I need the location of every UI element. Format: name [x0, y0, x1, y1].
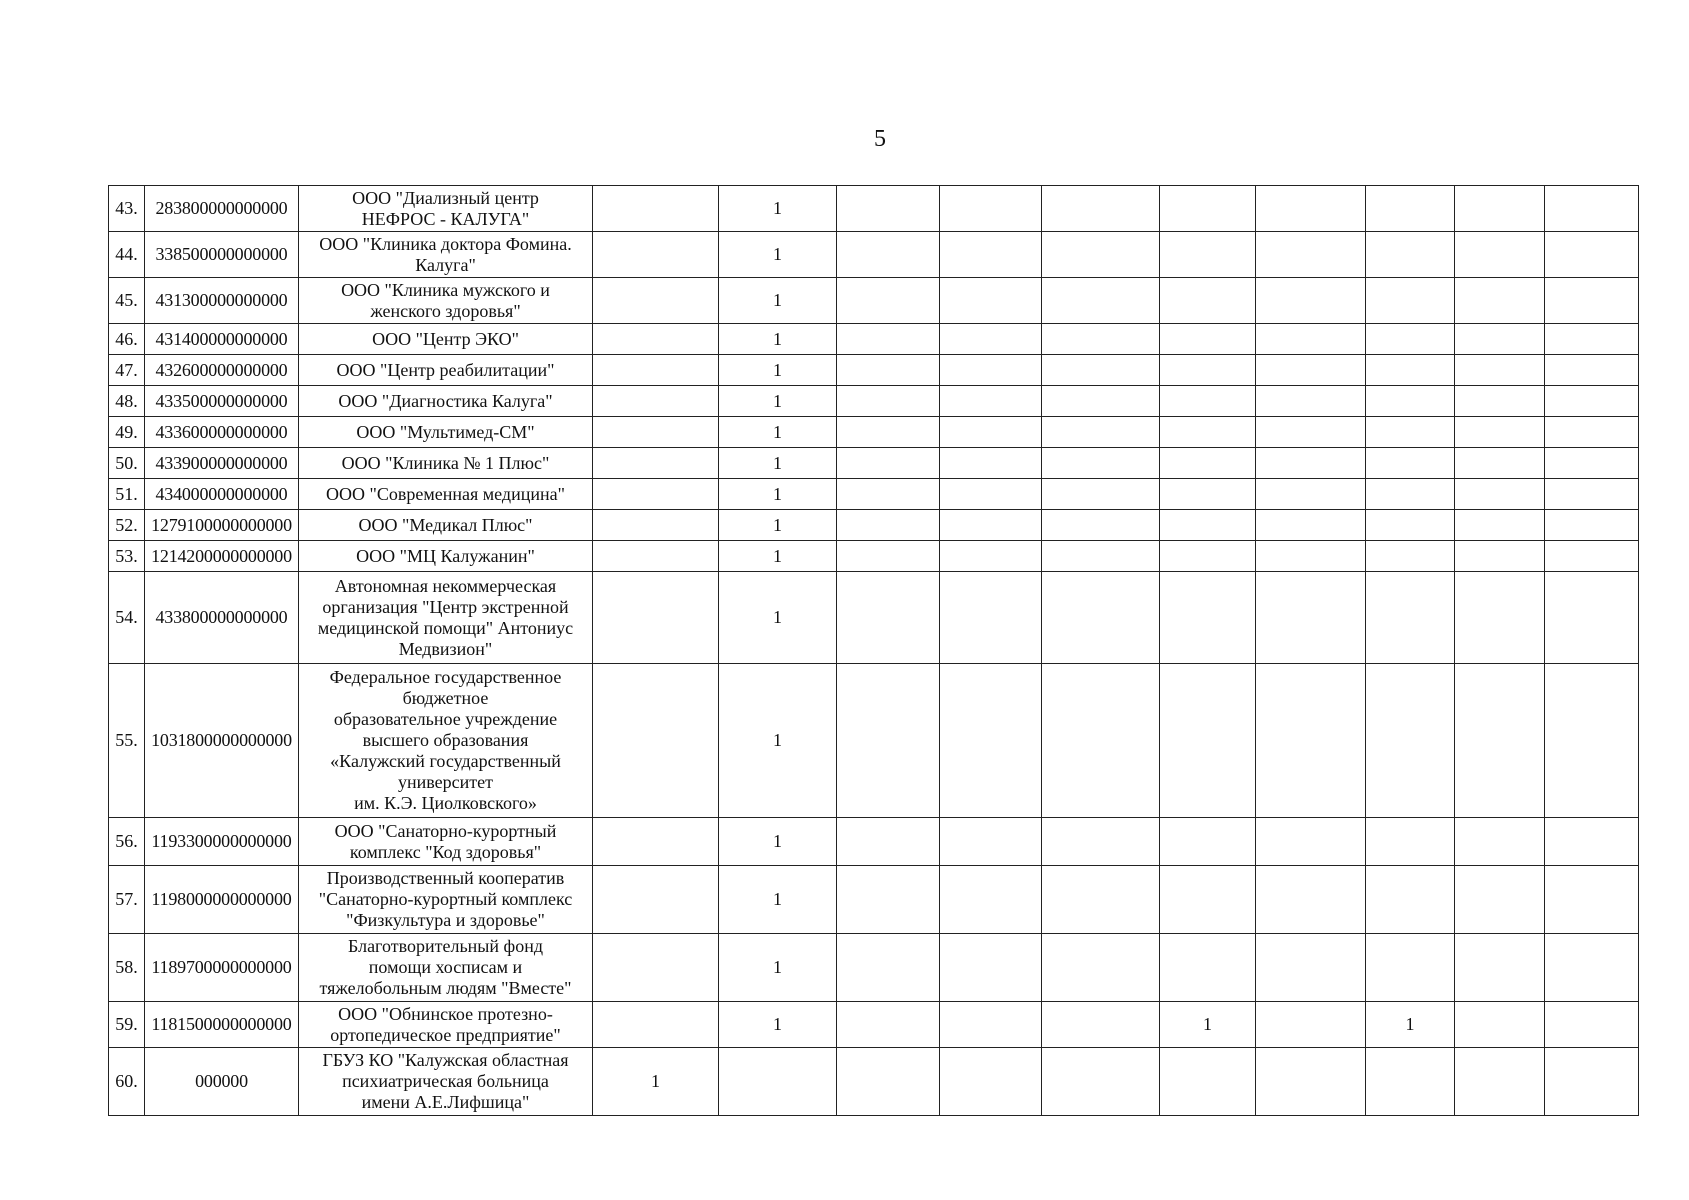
value-cell [837, 934, 940, 1002]
value-cell [940, 386, 1042, 417]
table-row [109, 1048, 1639, 1116]
value-cell [1545, 664, 1639, 818]
row-number: 49. [109, 417, 145, 448]
value-cell [1545, 510, 1639, 541]
value-cell [1366, 541, 1455, 572]
value-cell [1545, 818, 1639, 866]
value-cell [1366, 324, 1455, 355]
organization-code: 434000000000000 [145, 479, 299, 510]
value-cell [1256, 1002, 1366, 1048]
value-cell [1455, 324, 1545, 355]
value-cell [1160, 664, 1256, 818]
value-cell [593, 818, 719, 866]
value-cell [1042, 866, 1160, 934]
value-cell [1256, 934, 1366, 1002]
value-cell [1455, 417, 1545, 448]
value-cell [593, 324, 719, 355]
value-cell [940, 186, 1042, 232]
organization-name: ООО "Медикал Плюс" [299, 510, 593, 541]
organization-code: 431300000000000 [145, 278, 299, 324]
value-cell [593, 232, 719, 278]
value-cell [593, 386, 719, 417]
value-cell [1160, 934, 1256, 1002]
organization-name: Федеральное государственное бюджетное образовательное учреждение высшего образования «Калужский государственный университет им. К.Э. Циолковского» [299, 664, 593, 818]
value-cell [593, 479, 719, 510]
value-cell [1545, 934, 1639, 1002]
value-cell: 1 [719, 934, 837, 1002]
value-cell [1256, 818, 1366, 866]
row-number: 43. [109, 186, 145, 232]
value-cell [1256, 355, 1366, 386]
table-row [109, 232, 1639, 278]
value-cell [1160, 186, 1256, 232]
value-cell [1366, 448, 1455, 479]
value-cell [1042, 818, 1160, 866]
table-row [109, 572, 1639, 664]
table-row [109, 355, 1639, 386]
value-cell [1160, 572, 1256, 664]
value-cell [593, 417, 719, 448]
value-cell [1042, 386, 1160, 417]
organization-name: Автономная некоммерческая организация "Центр экстренной медицинской помощи" Антониус Медвизион" [299, 572, 593, 664]
value-cell [593, 355, 719, 386]
value-cell [1545, 278, 1639, 324]
value-cell: 1 [719, 664, 837, 818]
value-cell [1042, 664, 1160, 818]
organization-name: ООО "Диагностика Калуга" [299, 386, 593, 417]
value-cell [1455, 355, 1545, 386]
value-cell [1042, 1048, 1160, 1116]
value-cell [1256, 232, 1366, 278]
page-number: 5 [874, 126, 886, 152]
organization-code: 433600000000000 [145, 417, 299, 448]
value-cell [1256, 664, 1366, 818]
table-row [109, 934, 1639, 1002]
value-cell [837, 510, 940, 541]
value-cell [1545, 355, 1639, 386]
table-row [109, 448, 1639, 479]
organization-code: 1198000000000000 [145, 866, 299, 934]
organization-name: ООО "Санаторно-курортный комплекс "Код здоровья" [299, 818, 593, 866]
value-cell [1042, 572, 1160, 664]
organization-code: 433800000000000 [145, 572, 299, 664]
value-cell [940, 324, 1042, 355]
value-cell [940, 448, 1042, 479]
value-cell [1455, 541, 1545, 572]
organization-name: Производственный кооператив "Санаторно-курортный комплекс "Физкультура и здоровье" [299, 866, 593, 934]
value-cell: 1 [719, 278, 837, 324]
row-number: 45. [109, 278, 145, 324]
organization-code: 433500000000000 [145, 386, 299, 417]
value-cell [1042, 510, 1160, 541]
value-cell [1256, 324, 1366, 355]
value-cell: 1 [1366, 1002, 1455, 1048]
value-cell [1256, 1048, 1366, 1116]
value-cell: 1 [719, 324, 837, 355]
value-cell [1545, 866, 1639, 934]
row-number: 48. [109, 386, 145, 417]
value-cell [1366, 417, 1455, 448]
value-cell [940, 866, 1042, 934]
organization-code: 1031800000000000 [145, 664, 299, 818]
organization-code: 338500000000000 [145, 232, 299, 278]
value-cell [1256, 186, 1366, 232]
table-row [109, 324, 1639, 355]
row-number: 55. [109, 664, 145, 818]
value-cell [1545, 448, 1639, 479]
value-cell [837, 186, 940, 232]
value-cell [1545, 541, 1639, 572]
table-row [109, 278, 1639, 324]
value-cell [593, 934, 719, 1002]
value-cell [1545, 1002, 1639, 1048]
table-row [109, 479, 1639, 510]
value-cell: 1 [719, 386, 837, 417]
value-cell [1160, 1048, 1256, 1116]
value-cell [1042, 934, 1160, 1002]
value-cell [837, 1048, 940, 1116]
value-cell [1545, 1048, 1639, 1116]
value-cell [1160, 510, 1256, 541]
value-cell [1256, 417, 1366, 448]
value-cell [1256, 448, 1366, 479]
value-cell [837, 386, 940, 417]
value-cell [1455, 448, 1545, 479]
value-cell: 1 [719, 448, 837, 479]
value-cell [1042, 278, 1160, 324]
value-cell [1042, 232, 1160, 278]
value-cell [1366, 186, 1455, 232]
organization-name: ООО "Клиника доктора Фомина. Калуга" [299, 232, 593, 278]
value-cell [1455, 866, 1545, 934]
value-cell: 1 [719, 541, 837, 572]
value-cell [1256, 866, 1366, 934]
organization-code: 1214200000000000 [145, 541, 299, 572]
value-cell [940, 1002, 1042, 1048]
row-number: 44. [109, 232, 145, 278]
value-cell [940, 417, 1042, 448]
table-row [109, 186, 1639, 232]
value-cell [1366, 510, 1455, 541]
value-cell [940, 232, 1042, 278]
value-cell [940, 278, 1042, 324]
table-row [109, 1002, 1639, 1048]
row-number: 50. [109, 448, 145, 479]
value-cell [837, 818, 940, 866]
value-cell [837, 232, 940, 278]
value-cell [1455, 664, 1545, 818]
value-cell [1545, 417, 1639, 448]
value-cell [1256, 278, 1366, 324]
row-number: 54. [109, 572, 145, 664]
value-cell [593, 1002, 719, 1048]
value-cell [593, 510, 719, 541]
organization-name: ООО "Мультимед-СМ" [299, 417, 593, 448]
organization-name: ГБУЗ КО "Калужская областная психиатрическая больница имени А.Е.Лифшица" [299, 1048, 593, 1116]
organization-name: ООО "МЦ Калужанин" [299, 541, 593, 572]
value-cell [1366, 1048, 1455, 1116]
value-cell [837, 866, 940, 934]
value-cell [1042, 448, 1160, 479]
organization-name: ООО "Центр реабилитации" [299, 355, 593, 386]
value-cell: 1 [719, 866, 837, 934]
value-cell [940, 510, 1042, 541]
value-cell [940, 479, 1042, 510]
table-row [109, 510, 1639, 541]
value-cell [940, 355, 1042, 386]
value-cell [593, 448, 719, 479]
value-cell [1366, 278, 1455, 324]
value-cell: 1 [719, 510, 837, 541]
value-cell: 1 [719, 232, 837, 278]
value-cell [1366, 386, 1455, 417]
value-cell [1256, 510, 1366, 541]
value-cell: 1 [719, 479, 837, 510]
row-number: 59. [109, 1002, 145, 1048]
value-cell [837, 572, 940, 664]
organization-name: Благотворительный фонд помощи хосписам и тяжелобольным людям "Вместе" [299, 934, 593, 1002]
value-cell [1366, 664, 1455, 818]
value-cell [1256, 479, 1366, 510]
value-cell [1256, 572, 1366, 664]
table-row [109, 386, 1639, 417]
organization-code: 1193300000000000 [145, 818, 299, 866]
organization-code: 431400000000000 [145, 324, 299, 355]
row-number: 60. [109, 1048, 145, 1116]
value-cell [1042, 479, 1160, 510]
value-cell [1545, 572, 1639, 664]
organization-name: ООО "Обнинское протезно- ортопедическое предприятие" [299, 1002, 593, 1048]
organization-code: 433900000000000 [145, 448, 299, 479]
table-row [109, 664, 1639, 818]
value-cell [1545, 232, 1639, 278]
value-cell [1042, 1002, 1160, 1048]
value-cell [1160, 866, 1256, 934]
value-cell [1042, 186, 1160, 232]
value-cell [837, 1002, 940, 1048]
value-cell [1366, 355, 1455, 386]
value-cell [1366, 479, 1455, 510]
value-cell [837, 541, 940, 572]
value-cell [1455, 278, 1545, 324]
value-cell [1366, 866, 1455, 934]
value-cell [1455, 1002, 1545, 1048]
value-cell [1042, 417, 1160, 448]
row-number: 58. [109, 934, 145, 1002]
table-row [109, 417, 1639, 448]
value-cell [1160, 417, 1256, 448]
value-cell [1366, 572, 1455, 664]
organization-code: 283800000000000 [145, 186, 299, 232]
organization-name: ООО "Диализный центр НЕФРОС - КАЛУГА" [299, 186, 593, 232]
value-cell [1042, 324, 1160, 355]
row-number: 56. [109, 818, 145, 866]
value-cell [1160, 278, 1256, 324]
value-cell [837, 664, 940, 818]
value-cell [593, 186, 719, 232]
value-cell: 1 [719, 355, 837, 386]
value-cell [593, 664, 719, 818]
value-cell [837, 324, 940, 355]
row-number: 46. [109, 324, 145, 355]
value-cell [1545, 479, 1639, 510]
organization-name: ООО "Клиника мужского и женского здоровья" [299, 278, 593, 324]
value-cell [940, 541, 1042, 572]
value-cell [1256, 541, 1366, 572]
value-cell: 1 [719, 572, 837, 664]
organization-name: ООО "Клиника № 1 Плюс" [299, 448, 593, 479]
value-cell [940, 664, 1042, 818]
value-cell [1160, 541, 1256, 572]
value-cell [1455, 934, 1545, 1002]
value-cell [1455, 232, 1545, 278]
value-cell [1160, 232, 1256, 278]
row-number: 53. [109, 541, 145, 572]
value-cell [940, 1048, 1042, 1116]
value-cell [1160, 355, 1256, 386]
row-number: 47. [109, 355, 145, 386]
value-cell [1455, 572, 1545, 664]
value-cell [837, 355, 940, 386]
value-cell [1455, 510, 1545, 541]
value-cell: 1 [719, 1002, 837, 1048]
value-cell [1366, 818, 1455, 866]
value-cell [837, 278, 940, 324]
table-body [109, 186, 1639, 1116]
value-cell [1545, 324, 1639, 355]
value-cell [837, 479, 940, 510]
table-row [109, 818, 1639, 866]
value-cell [719, 1048, 837, 1116]
organization-code: 1189700000000000 [145, 934, 299, 1002]
value-cell [1366, 934, 1455, 1002]
row-number: 57. [109, 866, 145, 934]
value-cell [940, 934, 1042, 1002]
value-cell: 1 [719, 186, 837, 232]
value-cell [940, 818, 1042, 866]
value-cell [1160, 448, 1256, 479]
organization-code: 1279100000000000 [145, 510, 299, 541]
value-cell [1545, 186, 1639, 232]
value-cell [1366, 232, 1455, 278]
value-cell [1256, 386, 1366, 417]
organization-name: ООО "Центр ЭКО" [299, 324, 593, 355]
value-cell [1545, 386, 1639, 417]
value-cell [1455, 186, 1545, 232]
value-cell [1042, 355, 1160, 386]
table-row [109, 866, 1639, 934]
value-cell: 1 [593, 1048, 719, 1116]
value-cell [837, 417, 940, 448]
value-cell [593, 572, 719, 664]
value-cell [940, 572, 1042, 664]
value-cell: 1 [719, 417, 837, 448]
value-cell [1160, 386, 1256, 417]
value-cell [1455, 386, 1545, 417]
row-number: 51. [109, 479, 145, 510]
organization-code: 1181500000000000 [145, 1002, 299, 1048]
value-cell: 1 [1160, 1002, 1256, 1048]
value-cell [1160, 818, 1256, 866]
value-cell [1160, 479, 1256, 510]
organization-code: 432600000000000 [145, 355, 299, 386]
row-number: 52. [109, 510, 145, 541]
value-cell [1160, 324, 1256, 355]
value-cell [593, 278, 719, 324]
organizations-table [108, 185, 1639, 1116]
value-cell [1455, 479, 1545, 510]
value-cell [837, 448, 940, 479]
value-cell [593, 866, 719, 934]
value-cell [593, 541, 719, 572]
organization-name: ООО "Современная медицина" [299, 479, 593, 510]
value-cell [1455, 1048, 1545, 1116]
organization-code: 000000 [145, 1048, 299, 1116]
value-cell [1455, 818, 1545, 866]
value-cell [1042, 541, 1160, 572]
table-row [109, 541, 1639, 572]
value-cell: 1 [719, 818, 837, 866]
